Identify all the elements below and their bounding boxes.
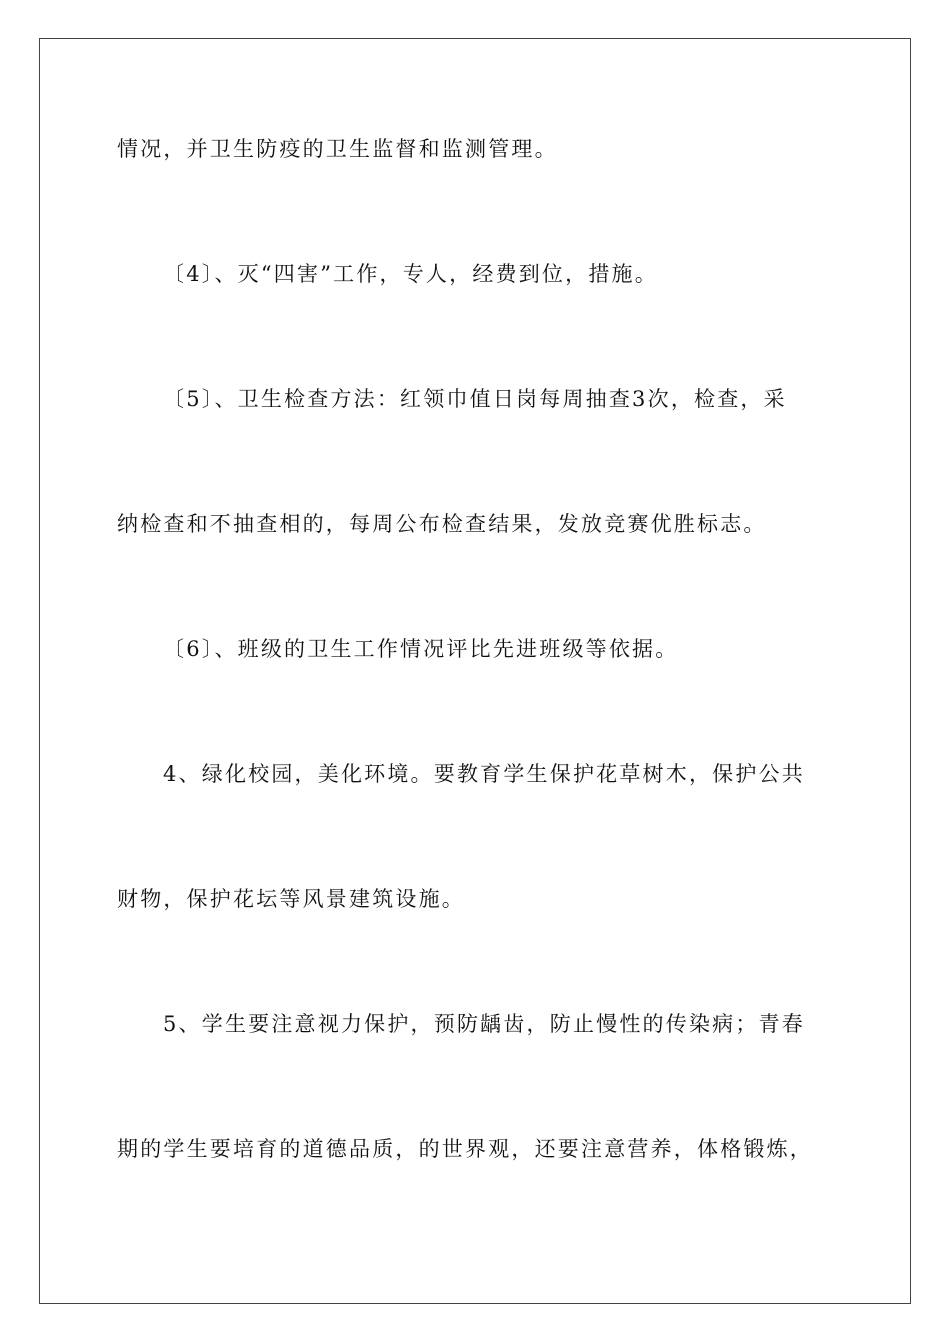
list-item-5: 〔5〕、卫生检查方法：红领巾值日岗每周抽查3次，检查，采 [163, 387, 787, 411]
page-border [39, 38, 911, 1304]
body-text-line: 情况，并卫生防疫的卫生监督和监测管理。 [117, 137, 558, 161]
body-text-line: 期的学生要培育的道德品质，的世界观，还要注意营养，体格锻炼， [117, 1137, 813, 1161]
body-text-line: 财物，保护花坛等风景建筑设施。 [117, 887, 465, 911]
section-item-5: 5、学生要注意视力保护，预防龋齿，防止慢性的传染病；青春 [163, 1012, 805, 1036]
section-item-4: 4、绿化校园，美化环境。要教育学生保护花草树木，保护公共 [163, 762, 805, 786]
body-text-line: 纳检查和不抽查相的，每周公布检查结果，发放竞赛优胜标志。 [117, 512, 767, 536]
list-item-4: 〔4〕、灭“四害”工作，专人，经费到位，措施。 [163, 262, 658, 286]
list-item-6: 〔6〕、班级的卫生工作情况评比先进班级等依据。 [163, 637, 679, 661]
